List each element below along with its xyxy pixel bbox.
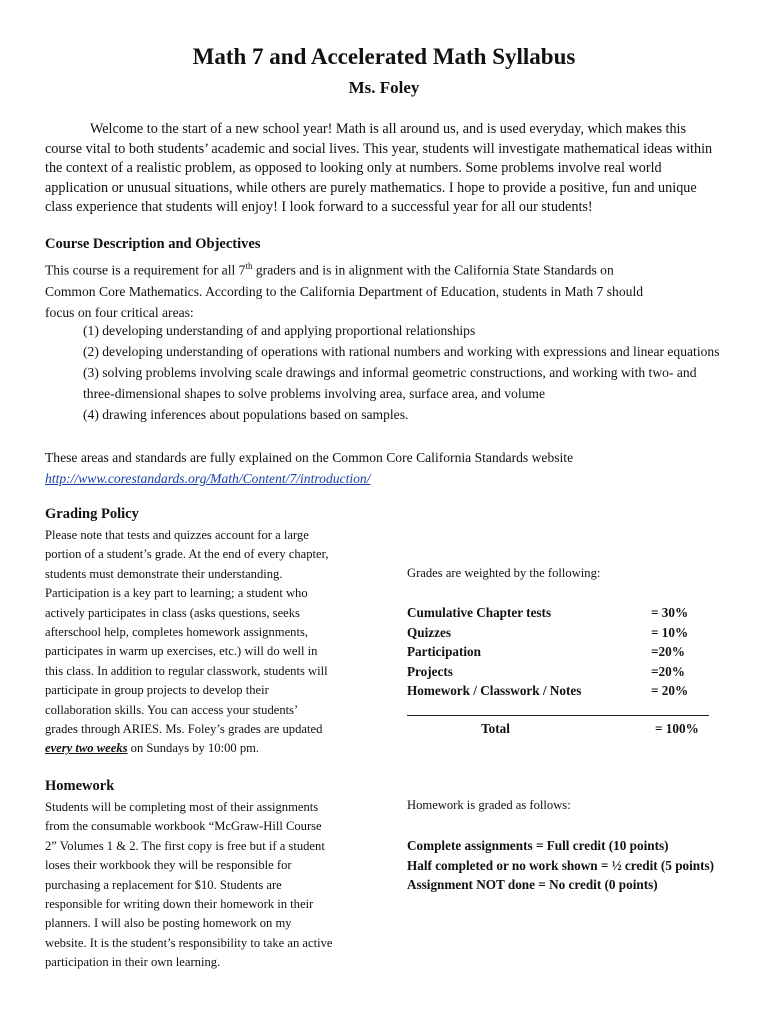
homework-line: planners. I will also be posting homework on my — [45, 916, 292, 931]
grading-paragraph — [45, 526, 365, 759]
update-frequency: every two weeks — [45, 741, 128, 756]
critical-areas-list — [83, 320, 723, 425]
homework-paragraph — [45, 798, 365, 973]
list-item: (4) drawing inferences about populations based on samples. — [83, 407, 409, 422]
grading-line: collaboration skills. You can access your students’ — [45, 702, 299, 717]
course-intro — [45, 256, 643, 323]
table-row: Homework / Classwork / Notes = 20% — [407, 683, 689, 699]
standards-text: These areas and standards are fully explained on the Common Core California Standards website — [45, 450, 574, 465]
homework-line: 2” Volumes 1 & 2. The first copy is free but if a student — [45, 838, 325, 853]
grading-heading: Grading Policy — [45, 506, 139, 522]
grading-line: grades through ARIES. Ms. Foley’s grades are updated — [45, 722, 323, 737]
grading-line: portion of a student’s grade. At the end of every chapter, — [45, 547, 329, 562]
course-line-3: focus on four critical areas: — [45, 304, 194, 320]
table-row: Participation =20% — [407, 644, 685, 660]
homework-line: Students will be completing most of their assignments — [45, 800, 319, 814]
total-divider — [407, 715, 709, 716]
table-row: Quizzes = 10% — [407, 624, 689, 640]
grading-line: Please note that tests and quizzes account for a large — [45, 528, 309, 542]
standards-link[interactable]: http://www.corestandards.org/Math/Content/7/introduction/ — [45, 471, 371, 486]
weights-intro: Grades are weighted by the following: — [407, 566, 601, 580]
grade-weights-table — [407, 603, 709, 701]
course-line-2: Common Core Mathematics. According to the California Department of Education, students in Math 7 should — [45, 283, 644, 299]
total-row — [407, 719, 709, 739]
page-title: Math 7 and Accelerated Math Syllabus — [192, 44, 576, 69]
homework-line: participation in their own learning. — [45, 955, 221, 970]
table-row: Projects =20% — [407, 663, 685, 679]
total-label: Total — [481, 721, 510, 736]
homework-grading-intro: Homework is graded as follows: — [407, 798, 571, 812]
grading-line: afterschool help, completes homework assignments, — [45, 625, 309, 640]
list-item: (2) developing understanding of operations with rational numbers and working with expressions and linear equations — [83, 344, 720, 359]
grading-line: participate in group projects to develop their — [45, 683, 269, 698]
grading-line: students must demonstrate their understanding. — [45, 566, 283, 581]
homework-line: website. It is the student’s responsibility to take an active — [45, 935, 333, 950]
grading-line: participates in warm up exercises, etc.) will do well in — [45, 644, 318, 659]
standards-paragraph — [45, 447, 573, 489]
homework-line: loses their workbook they will be responsible for — [45, 858, 292, 873]
homework-line: from the consumable workbook “McGraw-Hill Course — [45, 819, 322, 834]
list-item: (1) developing understanding of and applying proportional relationships — [83, 323, 476, 338]
teacher-name: Ms. Foley — [348, 78, 420, 97]
list-item: Complete assignments = Full credit (10 points) — [407, 838, 669, 853]
course-heading: Course Description and Objectives — [45, 236, 261, 252]
homework-line: responsible for writing down their homework in their — [45, 897, 314, 912]
list-item: Half completed or no work shown = ½ credit (5 points) — [407, 857, 715, 873]
grading-line: every two weeks on Sundays by 10:00 pm. — [45, 741, 260, 756]
grading-line: actively participates in class (asks questions, seeks — [45, 605, 300, 620]
table-row: Cumulative Chapter tests = 30% — [407, 605, 689, 620]
grading-line: this class. In addition to regular classwork, students will — [45, 663, 328, 678]
homework-heading: Homework — [45, 778, 115, 794]
course-line-1: This course is a requirement for all 7th graders and is in alignment with the California State Standards on — [45, 261, 614, 278]
homework-grading-rules — [407, 836, 727, 895]
welcome-paragraph: Welcome to the start of a new school year! Math is all around us, and is used everyday, which makes this course vital to both students’ academic and social lives. This year, students will investigate mathematical ideas within the context of a realistic problem, as opposed to looking only at numbers. Some problems involve real world application or unusual situations, while others are purely mathematics. I hope to provide a positive, fun and unique class experience that students will enjoy! I look forward to a successful year for all our students! — [45, 121, 713, 215]
total-value: = 100% — [655, 721, 699, 736]
homework-line: purchasing a replacement for $10. Students are — [45, 877, 282, 892]
grading-line: Participation is a key part to learning; a student who — [45, 586, 308, 601]
list-item: Assignment NOT done = No credit (0 points) — [407, 877, 658, 893]
list-item: (3) solving problems involving scale drawings and informal geometric constructions, and working with two- and three-dimensional shapes to solve problems involving area, surface area, and volume — [83, 365, 697, 401]
